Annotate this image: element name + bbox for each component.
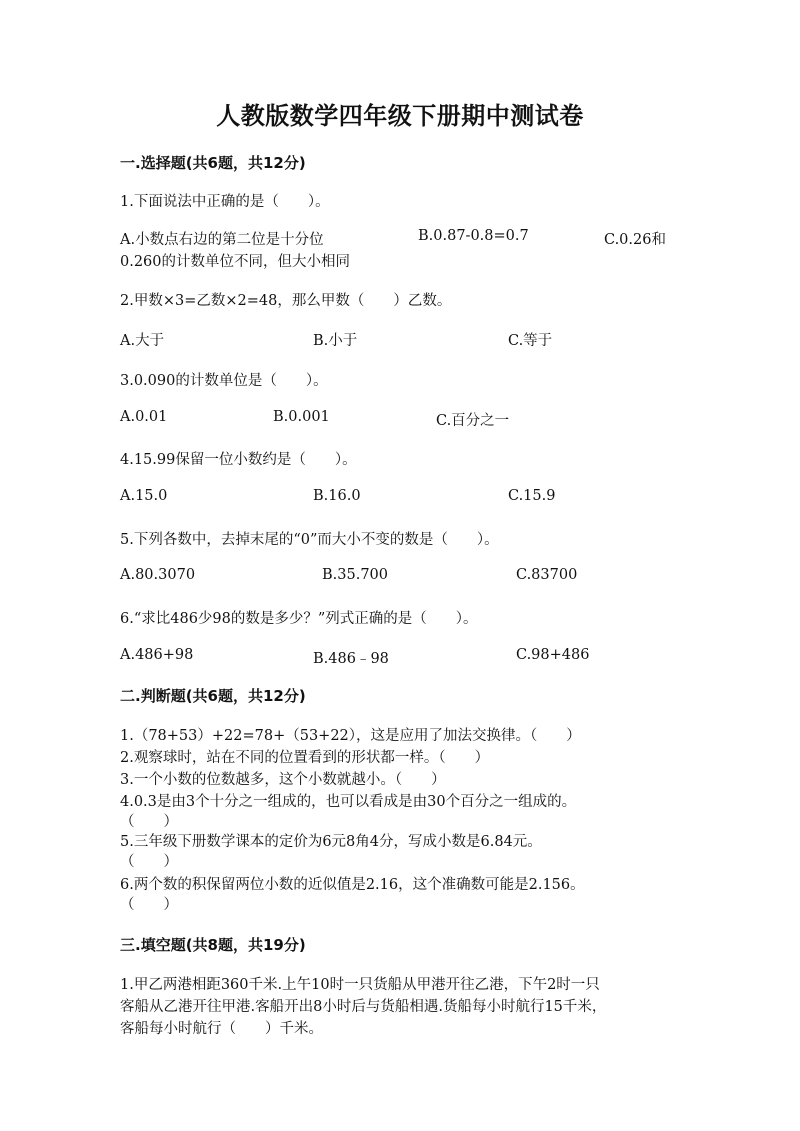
- section-heading-judgement: 二.判断题(共6题，共12分): [120, 687, 306, 705]
- q2-option-a: A.大于: [120, 333, 165, 349]
- q1-option-a: A.小数点右边的第二位是十分位: [120, 232, 324, 248]
- judgement-line-5: 5.三年级下册数学课本的定价为6元8角4分，写成小数是6.84元。: [120, 834, 542, 850]
- q5-option-b: B.35.700: [322, 567, 389, 583]
- q1-option-c: C.0.26和: [604, 232, 666, 248]
- judgement-line-1: 1.（78+53）+22=78+（53+22），这是应用了加法交换律。（ ）: [120, 728, 581, 744]
- question-5: 5.下列各数中，去掉末尾的“0”而大小不变的数是（ ）。: [120, 532, 499, 548]
- question-1: 1.下面说法中正确的是（ ）。: [120, 194, 330, 210]
- question-6: 6.“求比486少98的数是多少？”列式正确的是（ ）。: [120, 611, 478, 627]
- q1-option-b: B.0.87-0.8=0.7: [418, 228, 529, 244]
- judgement-line-3: 3.一个小数的位数越多，这个小数就越小。（ ）: [120, 772, 446, 788]
- fill-line-3: 客船每小时航行（ ）千米。: [120, 1021, 323, 1037]
- judgement-line-4-bracket: （ ）: [120, 814, 178, 830]
- page-title: 人教版数学四年级下册期中测试卷: [216, 102, 584, 130]
- q5-option-a: A.80.3070: [120, 567, 196, 583]
- q4-option-a: A.15.0: [120, 488, 168, 504]
- q3-option-c: C.百分之一: [436, 413, 510, 429]
- question-3: 3.0.090的计数单位是（ ）。: [120, 373, 328, 389]
- q1-option-c-continuation: 0.260的计数单位不同，但大小相同: [120, 254, 351, 270]
- question-4: 4.15.99保留一位小数约是（ ）。: [120, 452, 357, 468]
- q6-option-b: B.486﹣98: [313, 651, 389, 667]
- q4-option-b: B.16.0: [313, 488, 361, 504]
- fill-line-2: 客船从乙港开往甲港.客船开出8小时后与货船相遇.货船每小时航行15千米，: [120, 999, 607, 1015]
- fill-line-1: 1.甲乙两港相距360千米.上午10时一只货船从甲港开往乙港，下午2时一只: [120, 977, 600, 993]
- judgement-line-6-bracket: （ ）: [120, 897, 178, 913]
- q5-option-c: C.83700: [516, 567, 578, 583]
- section-heading-fill: 三.填空题(共8题，共19分): [120, 936, 306, 954]
- q6-option-c: C.98+486: [516, 647, 590, 663]
- judgement-line-5-bracket: （ ）: [120, 854, 178, 870]
- judgement-line-2: 2.观察球时，站在不同的位置看到的形状都一样。（ ）: [120, 750, 490, 766]
- q4-option-c: C.15.9: [508, 488, 556, 504]
- judgement-line-4: 4.0.3是由3个十分之一组成的，也可以看成是由30个百分之一组成的。: [120, 794, 577, 810]
- q3-option-a: A.0.01: [120, 409, 168, 425]
- judgement-line-6: 6.两个数的积保留两位小数的近似值是2.16，这个准确数可能是2.156。: [120, 877, 585, 893]
- q3-option-b: B.0.001: [273, 409, 330, 425]
- q2-option-c: C.等于: [508, 333, 553, 349]
- question-2: 2.甲数×3=乙数×2=48，那么甲数（ ）乙数。: [120, 293, 452, 309]
- q2-option-b: B.小于: [313, 333, 358, 349]
- section-heading-choice: 一.选择题(共6题，共12分): [120, 154, 306, 172]
- q6-option-a: A.486+98: [120, 647, 194, 663]
